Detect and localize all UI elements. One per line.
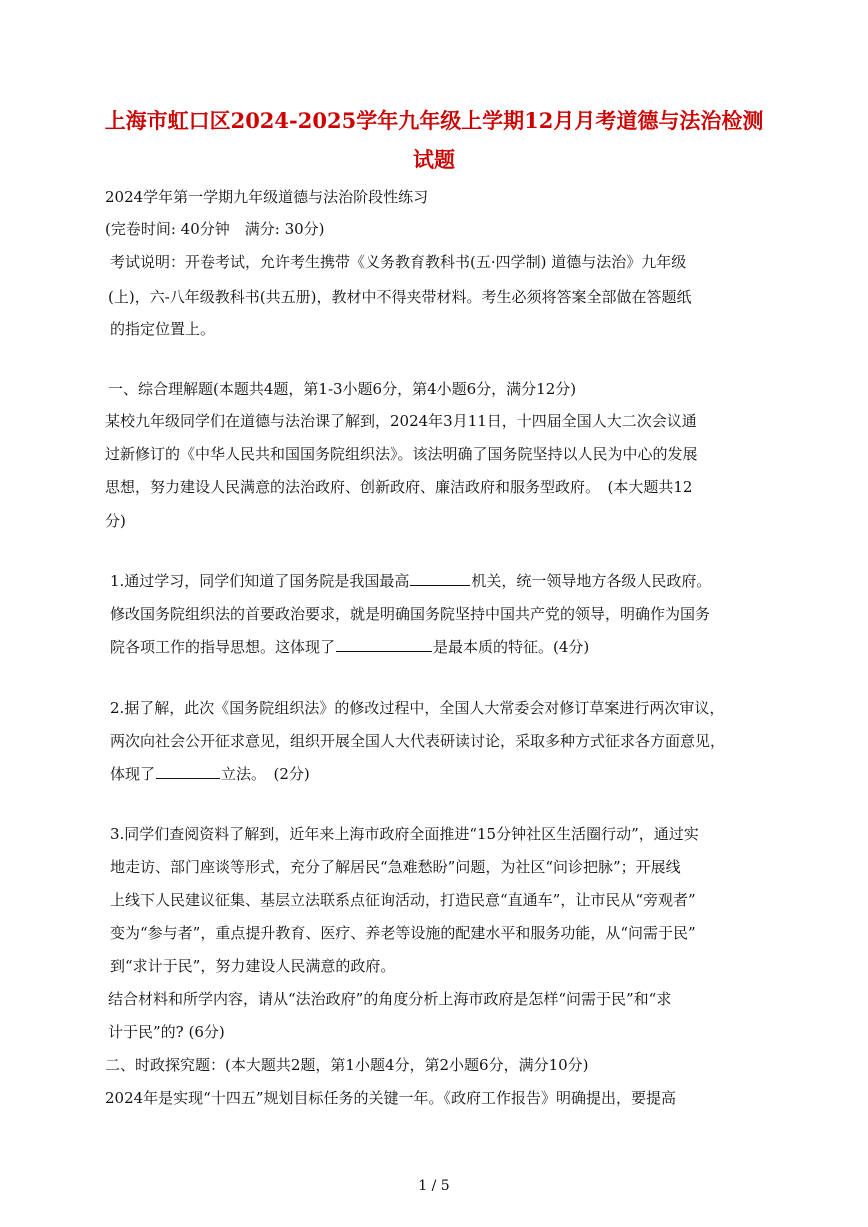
section1-material-line3: 思想，努力建设人民满意的法治政府、创新政府、廉洁政府和服务型政府。 (本大题共12 bbox=[105, 478, 693, 496]
question1-text-a: 1.通过学习，同学们知道了国务院是我国最高 bbox=[110, 572, 410, 590]
question2-line2: 两次向社会公开征求意见，组织开展全国人大代表研读讨论，采取多种方式征求各方面意见， bbox=[110, 732, 726, 750]
page-number: 1 / 5 bbox=[418, 1178, 450, 1194]
question1-line1 bbox=[110, 574, 711, 589]
answer-blank[interactable] bbox=[410, 584, 470, 586]
question3-line7: 计于民”的? (6分) bbox=[108, 1023, 225, 1041]
section2-material-line1: 2024年是实现“十四五”规划目标任务的关键一年。《政府工作报告》明确提出，要提高 bbox=[105, 1089, 677, 1107]
question2-text-a: 体现了 bbox=[110, 765, 156, 783]
question1-text-c: 院各项工作的指导思想。这体现了 bbox=[110, 638, 336, 656]
document-title-line2: 试题 bbox=[413, 147, 455, 172]
question3-line6: 结合材料和所学内容，请从“法治政府”的角度分析上海市政府是怎样“问需于民”和“求 bbox=[108, 990, 672, 1008]
section1-material-line2: 过新修订的《中华人民共和国国务院组织法》。该法明确了国务院坚持以人民为中心的发展 bbox=[105, 445, 698, 463]
question1-text-b: 机关，统一领导地方各级人民政府。 bbox=[471, 572, 712, 590]
question1-text-d: 是最本质的特征。(4分) bbox=[433, 638, 590, 656]
question1-line2: 修改国务院组织法的首要政治要求，就是明确国务院坚持中国共产党的领导，明确作为国务 bbox=[110, 605, 711, 623]
question2-text-b: 立法。 (2分) bbox=[221, 765, 310, 783]
question1-line3 bbox=[110, 640, 589, 655]
exam-instructions-line3: 的指定位置上。 bbox=[110, 320, 216, 338]
answer-blank[interactable] bbox=[156, 777, 220, 779]
question2-line3 bbox=[110, 767, 310, 782]
exam-instructions-line2: (上)，六-八年级教科书(共五册)，教材中不得夹带材料。考生必须将答案全部做在答题纸 bbox=[108, 288, 692, 306]
answer-blank[interactable] bbox=[336, 650, 432, 652]
question3-line3: 上线下人民建议征集、基层立法联系点征询活动，打造民意“直通车”，让市民从“旁观者” bbox=[110, 891, 696, 909]
question2-line1: 2.据了解，此次《国务院组织法》的修改过程中，全国人大常委会对修订草案进行两次审议， bbox=[110, 699, 725, 717]
question3-line5: 到“求计于民”，努力建设人民满意的政府。 bbox=[110, 957, 396, 975]
document-title-line1: 上海市虹口区2024-2025学年九年级上学期12月月考道德与法治检测 bbox=[104, 108, 764, 133]
exam-time: (完卷时间: 40分钟 满分: 30分) bbox=[105, 220, 325, 238]
section1-material-line1: 某校九年级同学们在道德与法治课了解到，2024年3月11日，十四届全国人大二次会议通 bbox=[105, 412, 697, 430]
section1-heading: 一、综合理解题(本题共4题，第1-3小题6分，第4小题6分，满分12分) bbox=[108, 380, 577, 398]
exam-instructions-line1: 考试说明：开卷考试，允许考生携带《义务教育教科书(五·四学制) 道德与法治》九年级 bbox=[110, 253, 687, 271]
question3-line2: 地走访、部门座谈等形式，充分了解居民“急难愁盼”问题，为社区“问诊把脉”；开展线 bbox=[110, 858, 681, 876]
question3-line1: 3.同学们查阅资料了解到，近年来上海市政府全面推进“15分钟社区生活圈行动”，通过实 bbox=[110, 825, 699, 843]
exam-subtitle: 2024学年第一学期九年级道德与法治阶段性练习 bbox=[105, 188, 429, 206]
question3-line4: 变为“参与者”，重点提升教育、医疗、养老等设施的配建水平和服务功能，从“问需于民” bbox=[110, 924, 696, 942]
section2-heading: 二、时政探究题：(本大题共2题，第1小题4分，第2小题6分，满分10分) bbox=[105, 1056, 589, 1074]
section1-material-line4: 分) bbox=[105, 512, 126, 530]
